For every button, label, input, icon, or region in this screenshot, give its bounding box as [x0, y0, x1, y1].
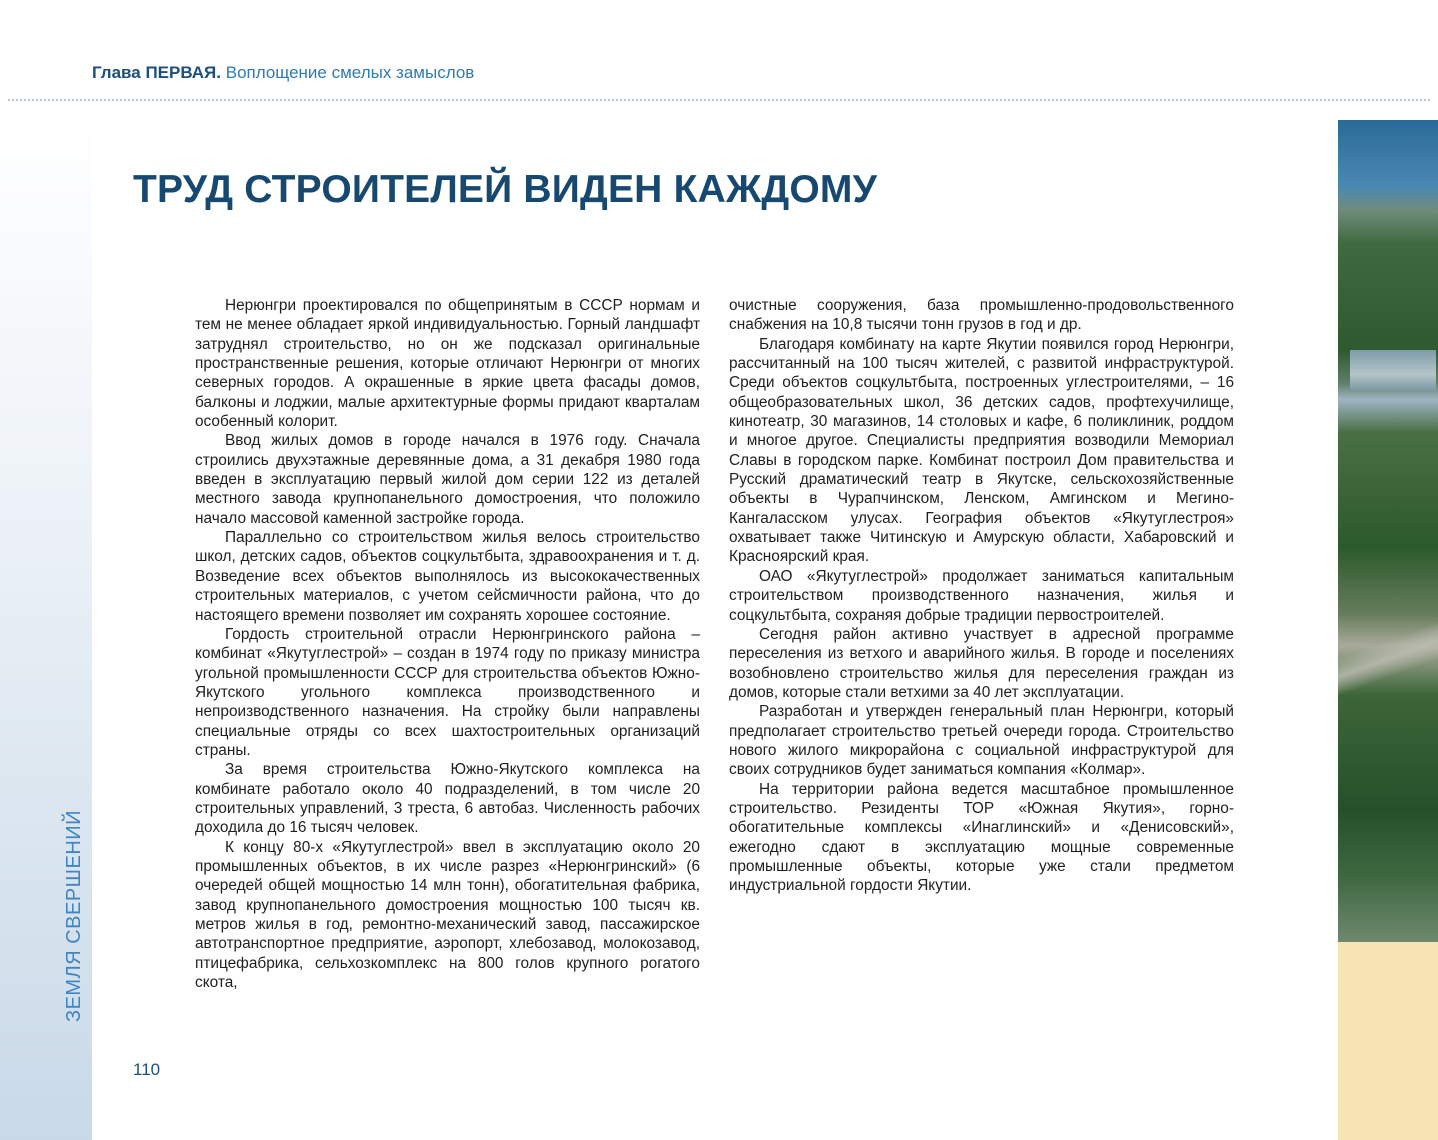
paragraph: Ввод жилых домов в городе начался в 1976 году. Сначала строились двухэтажные деревянные дома, а 31 декабря 1980 года введен в эксплуатацию первый жилой дом серии 122 из деталей местного завода крупнопанельного домостроения, что положило начало массовой каменной застройке города. — [195, 432, 700, 527]
page-title: ТРУД СТРОИТЕЛЕЙ ВИДЕН КАЖДОМУ — [133, 168, 878, 211]
page-number: 110 — [133, 1060, 161, 1079]
text-column-left — [195, 296, 700, 992]
paragraph: Параллельно со строительством жилья велось строительство школ, детских садов, объектов соцкультбыта, здравоохранения и т. д. Возведение всех объектов выполнялось из высококачественных строительных материалов, с учетом сейсмичности района, что до настоящего времени позволяет им сохранять хорошее состояние. — [195, 529, 700, 624]
paragraph-continued: очистные сооружения, база промышленно-продовольственного снабжения на 10,8 тысячи тонн грузов в год и др. — [729, 297, 1234, 334]
chapter-subtitle: Воплощение смелых замыслов — [225, 63, 475, 82]
photo-road — [1338, 620, 1438, 710]
paragraph: Благодаря комбинату на карте Якутии появился город Нерюнгри, рассчитанный на 100 тысяч жителей, с развитой инфраструктурой. Среди объектов соцкультбыта, построенных углестроителями, – 16 общеобразовательных школ, 36 детских садов, профтехучилище, кинотеатр, 30 магазинов, 14 столовых и кафе, 6 поликлиник, роддом и многое другое. Специалисты предприятия возводили Мемориал Славы в городском парке. Комбинат построил Дом правительства и Русский драматический театр в Якутске, сельскохозяйственные объекты в Чурапчинском, Ленском, Амгинском и Мегино-Кангаласском улусах. География объектов «Якутуглестроя» охватывает также Читинскую и Амурскую области, Хабаровский и Красноярский края. — [729, 335, 1234, 566]
paragraph: Нерюнгри проектировался по общепринятым в СССР нормам и тем не менее обладает яркой индивидуальностью. Горный ландшафт затруднял строительство, но он же подсказал оригинальные пространственные решения, которые отличают Нерюнгри от многих северных городов. А окрашенные в яркие цвета фасады домов, балконы и лоджии, малые архитектурные формы придают кварталам особенный колорит. — [195, 297, 700, 431]
paragraph: К концу 80-х «Якутуглестрой» ввел в эксплуатацию около 20 промышленных объектов, в их числе разрез «Нерюнгринский» (6 очередей общей мощностью 14 млн тонн), обогатительная фабрика, завод крупнопанельного домостроения мощностью 100 тысяч кв. метров жилья в год, ремонтно-механический завод, пассажирское автотранспортное предприятие, аэропорт, хлебозавод, молокозавод, птицефабрика, сельхозкомплекс на 800 голов крупного рогатого скота, — [195, 838, 700, 992]
vertical-book-title: ЗЕМЛЯ СВЕРШЕНИЙ — [63, 809, 85, 1022]
paragraph: ОАО «Якутуглестрой» продолжает заниматься капитальным строительством производственного назначения, жилья и соцкультбыта, сохраняя добрые традиции первостроителей. — [729, 567, 1234, 624]
paragraph: За время строительства Южно-Якутского комплекса на комбинате работало около 40 подразделений, в том числе 20 строительных управлений, 3 треста, 6 автобаз. Численность рабочих доходила до 16 тысяч человек. — [195, 761, 700, 837]
photo-buildings — [1350, 350, 1436, 390]
decorative-sand-block — [1338, 942, 1438, 1140]
dotted-divider — [8, 99, 1430, 101]
paragraph: Разработан и утвержден генеральный план Нерюнгри, который предполагает строительство третьей очереди города. Строительство нового жилого микрорайона с социальной инфраструктурой для своих сотрудников будет заниматься компания «Колмар». — [729, 703, 1234, 779]
running-header — [92, 63, 474, 83]
aerial-town-photo — [1338, 120, 1438, 942]
chapter-label: Глава ПЕРВАЯ. — [92, 63, 221, 82]
paragraph: Сегодня район активно участвует в адресной программе переселения из ветхого и аварийного жилья. В городе и поселениях возобновлено строительство жилья для переселения граждан из домов, которые стали ветхими за 40 лет эксплуатации. — [729, 625, 1234, 701]
paragraph: Гордость строительной отрасли Нерюнгринского района – комбинат «Якутуглестрой» – создан в 1974 году по приказу министра угольной промышленности СССР для строительства объектов Южно-Якутского угольного комплекса производственного и непроизводственного назначения. На стройку были направлены специальные отряды со всех шахтостроительных организаций страны. — [195, 625, 700, 759]
paragraph: На территории района ведется масштабное промышленное строительство. Резиденты ТОР «Южная Якутия», горно-обогатительные комплексы «Инаглинский» и «Денисовский», ежегодно сдают в эксплуатацию мощные современные промышленные объекты, которые уже стали предметом индустриальной гордости Якутии. — [729, 780, 1234, 895]
text-column-right — [729, 296, 1234, 896]
